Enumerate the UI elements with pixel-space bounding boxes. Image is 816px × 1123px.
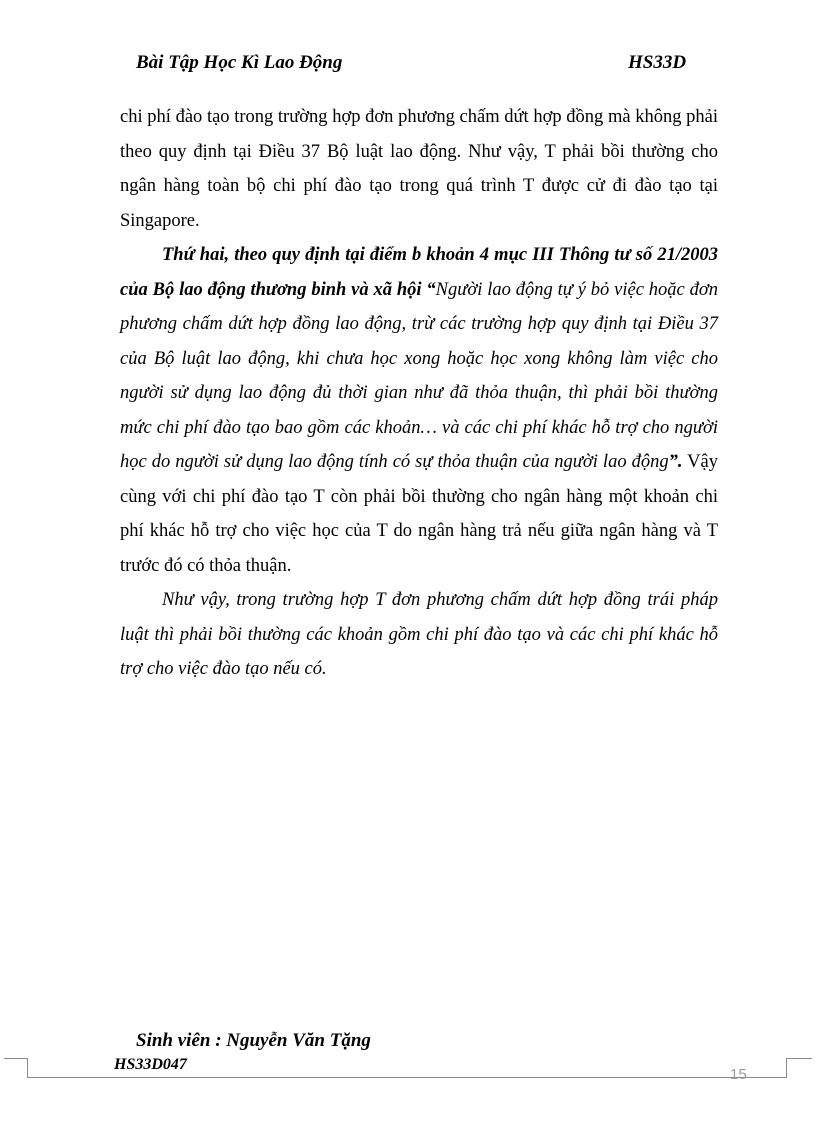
page-header <box>0 52 816 78</box>
document-body <box>120 100 718 687</box>
page-number: 15 <box>730 1066 747 1083</box>
paragraph-2-conclusion: Vậy cùng với chi phí đào tạo T còn phải bồi thường cho ngân hàng một khoản chi phí khác hỗ trợ cho việc học của T do ngân hàng trả nếu giữa ngân hàng và T trước đó có thỏa thuận. <box>120 452 718 576</box>
header-class-code: HS33D <box>628 52 687 73</box>
footer-right-stub-line <box>786 1058 812 1059</box>
paragraph-1: chi phí đào tạo trong trường hợp đơn phương chấm dứt hợp đồng mà không phải theo quy định tại Điều 37 Bộ luật lao động. Như vậy, T phải bồi thường cho ngân hàng toàn bộ chi phí đào tạo trong quá trình T được cử đi đào tạo tại Singapore. <box>120 107 718 231</box>
footer-bottom-line <box>27 1077 787 1078</box>
paragraph-2-quote-close: ”. <box>668 452 683 472</box>
paragraph-2 <box>120 238 718 583</box>
footer-student-name: Sinh viên : Nguyễn Văn Tặng <box>136 1030 371 1051</box>
paragraph-2-legal-reference: Thứ hai, theo quy định tại điểm b khoản 4 mục III Thông tư số 21/2003 của Bộ lao động thương binh và xã hội “ <box>120 245 718 300</box>
paragraph-2-quote: Người lao động tự ý bỏ việc hoặc đơn phương chấm dứt hợp đồng lao động, trừ các trường hợp quy định tại Điều 37 của Bộ luật lao động, khi chưa học xong hoặc học xong không làm việc cho người sử dụng lao động đủ thời gian như đã thỏa thuận, thì phải bồi thường mức chi phí đào tạo bao gồm các khoản… và các chi phí khác hỗ trợ cho người học do người sử dụng lao động tính có sự thỏa thuận của người lao động <box>120 279 718 472</box>
footer-left-stub-line <box>4 1058 28 1059</box>
footer-left-vertical-line <box>27 1058 28 1078</box>
footer-student-id: HS33D047 <box>114 1056 187 1073</box>
paragraph-3: Như vậy, trong trường hợp T đơn phương chấm dứt hợp đồng trái pháp luật thì phải bồi thường các khoản gồm chi phí đào tạo và các chi phí khác hỗ trợ cho việc đào tạo nếu có. <box>120 590 718 679</box>
header-title: Bài Tập Học Kì Lao Động <box>136 52 343 73</box>
footer-right-vertical-line <box>786 1058 787 1078</box>
